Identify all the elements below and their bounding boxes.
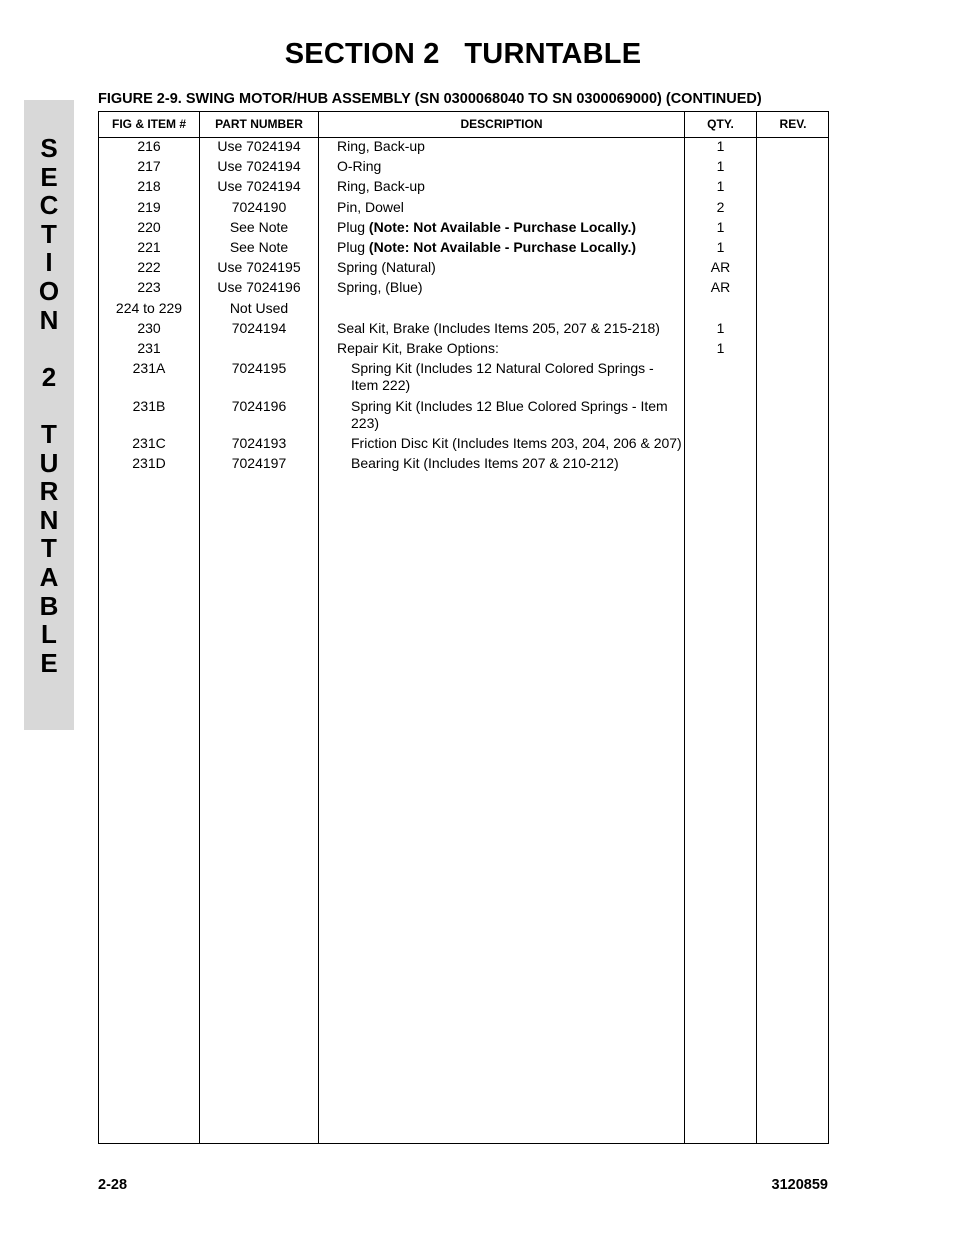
description: [337, 158, 685, 175]
table-row: [99, 178, 830, 198]
side-tab-letters: [24, 134, 74, 677]
page-title: SECTION 2 TURNTABLE: [284, 38, 642, 70]
quantity: AR: [710, 279, 731, 296]
quantity: 1: [716, 158, 725, 175]
table-row: [99, 259, 830, 279]
quantity: 1: [716, 218, 725, 235]
side-tab-letter: C: [39, 190, 59, 221]
part-number: See Note: [229, 218, 289, 235]
table-row: [99, 340, 830, 360]
description-text: Plug: [337, 218, 369, 235]
description: [351, 455, 683, 472]
side-tab-letter: N: [39, 304, 59, 335]
side-tab-letter: O: [38, 275, 60, 306]
part-number: Use 7024194: [217, 158, 301, 175]
side-tab-letter: T: [41, 533, 57, 564]
description-text: O-Ring: [337, 158, 382, 175]
item-number: 224 to 229: [115, 299, 183, 316]
side-tab-letter: L: [41, 619, 57, 650]
description: [337, 279, 685, 296]
quantity: 1: [716, 238, 725, 255]
part-number: Not Used: [229, 299, 289, 316]
side-tab-letter: E: [40, 161, 58, 192]
item-number: 231B: [132, 397, 166, 414]
quantity: AR: [710, 259, 731, 276]
part-number: 7024194: [231, 319, 287, 336]
description-text: Spring, (Blue): [337, 279, 423, 296]
table-row: [99, 398, 830, 436]
header-part-number: PART NUMBER: [215, 117, 303, 131]
part-number: 7024190: [231, 198, 287, 215]
quantity: 1: [716, 339, 725, 356]
part-number: See Note: [229, 238, 289, 255]
description: [337, 219, 685, 236]
item-number: 231D: [132, 455, 166, 472]
figure-title: FIGURE 2-9. SWING MOTOR/HUB ASSEMBLY (SN 0300068040 TO SN 0300069000) (CONTINUED): [98, 91, 762, 107]
side-tab-letter: A: [39, 561, 59, 592]
description-text: Friction Disc Kit (Includes Items 203, 204, 206 & 207): [351, 435, 682, 452]
item-number: 231A: [132, 360, 166, 377]
description-text: Spring Kit (Includes 12 Blue Colored Springs - Item 223): [351, 397, 668, 431]
part-number: 7024195: [231, 360, 287, 377]
header-qty: QTY.: [707, 117, 734, 131]
description-text: Repair Kit, Brake Options:: [337, 339, 499, 356]
side-tab-letter: T: [41, 418, 57, 449]
description: [351, 435, 683, 452]
item-number: 231C: [132, 435, 166, 452]
description-note: (Note: Not Available - Purchase Locally.): [368, 238, 637, 255]
quantity: 2: [716, 198, 725, 215]
side-tab-letter: B: [39, 590, 59, 621]
item-number: 219: [137, 198, 161, 215]
item-number: 230: [137, 319, 161, 336]
item-number: 220: [137, 218, 161, 235]
description: [337, 178, 685, 195]
table-row: [99, 300, 830, 320]
quantity: 1: [716, 319, 725, 336]
item-number: 218: [137, 178, 161, 195]
description: [337, 320, 685, 337]
section-side-tab: [24, 100, 74, 730]
part-number: Use 7024194: [217, 178, 301, 195]
table-row: [99, 138, 830, 158]
description: [337, 340, 685, 357]
side-tab-letter: [24, 334, 74, 363]
part-number: Use 7024196: [217, 279, 301, 296]
table-row: [99, 360, 830, 398]
side-tab-letter: R: [39, 476, 59, 507]
table-row: [99, 199, 830, 219]
description: [337, 239, 685, 256]
side-tab-letter: S: [40, 133, 58, 163]
description: [337, 138, 685, 155]
table-row: [99, 320, 830, 340]
table-row: [99, 435, 830, 455]
item-number: 217: [137, 158, 161, 175]
description: [337, 259, 685, 276]
side-tab-letter: N: [39, 504, 59, 535]
side-tab-letter: I: [45, 247, 53, 278]
description-text: Pin, Dowel: [337, 198, 404, 215]
description: [337, 199, 685, 216]
table-row: [99, 279, 830, 299]
header-rev: REV.: [779, 117, 807, 131]
part-number: 7024197: [231, 455, 287, 472]
description: [351, 360, 683, 394]
part-number: Use 7024195: [217, 259, 301, 276]
quantity: 1: [716, 178, 725, 195]
document-number: 3120859: [771, 1177, 828, 1193]
part-number: 7024193: [231, 435, 287, 452]
description-text: Ring, Back-up: [337, 138, 425, 154]
description-text: Seal Kit, Brake (Includes Items 205, 207 & 215-218): [337, 319, 660, 336]
description-note: (Note: Not Available - Purchase Locally.): [368, 218, 637, 235]
item-number: 231: [137, 339, 161, 356]
page-number: 2-28: [98, 1177, 128, 1193]
item-number: 223: [137, 279, 161, 296]
table-row: [99, 455, 830, 475]
side-tab-letter: 2: [41, 361, 57, 392]
quantity: 1: [716, 138, 725, 154]
side-tab-letter: T: [41, 218, 57, 249]
description-text: Spring (Natural): [337, 259, 436, 276]
header-fig-item: FIG & ITEM #: [111, 117, 186, 131]
description-text: Plug: [337, 238, 369, 255]
description: [351, 398, 683, 432]
item-number: 222: [137, 259, 161, 276]
table-row: [99, 239, 830, 259]
table-row: [99, 219, 830, 239]
table-row: [99, 158, 830, 178]
side-tab-letter: [24, 391, 74, 420]
parts-table: [98, 111, 829, 1144]
header-description: DESCRIPTION: [460, 117, 543, 131]
part-number: 7024196: [231, 397, 287, 414]
description-text: Spring Kit (Includes 12 Natural Colored Springs - Item 222): [351, 360, 654, 394]
description-text: Ring, Back-up: [337, 178, 425, 195]
description-text: Bearing Kit (Includes Items 207 & 210-212): [351, 455, 619, 472]
side-tab-letter: E: [40, 647, 58, 678]
item-number: 221: [137, 238, 161, 255]
side-tab-letter: U: [39, 447, 59, 478]
table-body: [99, 138, 830, 475]
item-number: 216: [137, 138, 161, 154]
part-number: Use 7024194: [217, 138, 301, 154]
